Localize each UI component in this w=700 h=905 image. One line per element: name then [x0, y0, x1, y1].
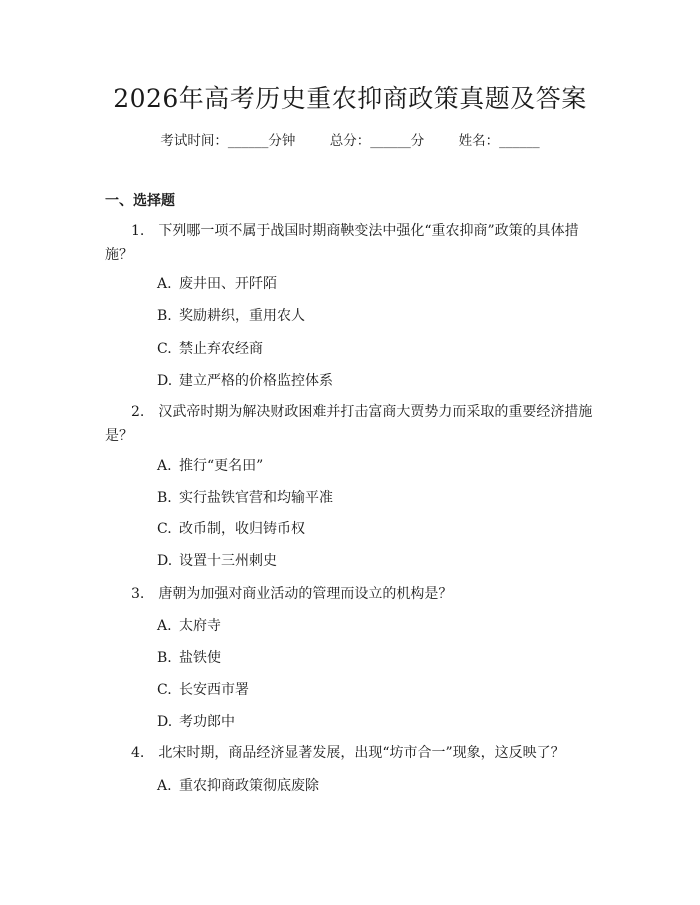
option-text: 建立严格的价格监控体系 — [179, 373, 333, 389]
option-letter: D. — [157, 373, 173, 389]
option-letter: D. — [157, 714, 173, 730]
question-text: 唐朝为加强对商业活动的管理而设立的机构是？ — [158, 586, 453, 602]
section-title: 一、选择题 — [105, 193, 175, 209]
question-4 — [105, 741, 595, 765]
option-1b — [157, 306, 305, 326]
time-field: 考试时间：______分钟 — [160, 133, 296, 149]
option-text: 推行“更名田” — [179, 458, 264, 474]
option-2a — [157, 456, 263, 476]
question-text: 北宋时期，商品经济显著发展，出现“坊市合一”现象，这反映了？ — [158, 745, 565, 761]
option-text: 盐铁使 — [179, 650, 221, 666]
question-3 — [105, 582, 595, 606]
question-text: 汉武帝时期为解决财政困难并打击富商大贾势力而采取的重要经济措施是？ — [105, 404, 593, 444]
question-1 — [105, 219, 595, 267]
option-letter: D. — [157, 553, 173, 569]
option-text: 废井田、开阡陌 — [179, 276, 277, 292]
option-text: 太府寺 — [179, 618, 221, 634]
option-text: 奖励耕织，重用农人 — [179, 308, 305, 324]
exam-meta — [0, 131, 700, 151]
page-title: 2026年高考历史重农抑商政策真题及答案 — [113, 84, 587, 113]
option-2d — [157, 551, 277, 571]
option-1d — [157, 371, 333, 391]
option-letter: A. — [157, 276, 172, 292]
option-text: 改币制，收归铸币权 — [179, 521, 305, 537]
question-number: 2. — [131, 404, 145, 420]
score-field: 总分：______分 — [329, 133, 425, 149]
option-text: 长安西市署 — [179, 682, 249, 698]
option-3a — [157, 616, 221, 636]
option-letter: A. — [157, 618, 172, 634]
option-letter: A. — [157, 458, 172, 474]
option-letter: C. — [157, 521, 172, 537]
question-number: 4. — [131, 745, 145, 761]
question-2 — [105, 400, 595, 448]
option-1a — [157, 274, 277, 294]
option-text: 考功郎中 — [179, 714, 235, 730]
question-number: 3. — [131, 586, 145, 602]
question-text: 下列哪一项不属于战国时期商鞅变法中强化“重农抑商”政策的具体措施？ — [105, 223, 579, 263]
option-3d — [157, 712, 235, 732]
option-letter: B. — [157, 308, 172, 324]
option-3c — [157, 680, 249, 700]
option-4a — [157, 776, 319, 796]
option-letter: B. — [157, 490, 172, 506]
option-text: 重农抑商政策彻底废除 — [179, 778, 319, 794]
option-text: 禁止弃农经商 — [179, 341, 263, 357]
option-letter: C. — [157, 341, 172, 357]
name-field: 姓名：______ — [458, 133, 540, 149]
question-number: 1. — [131, 223, 145, 239]
option-2c — [157, 519, 305, 539]
option-letter: B. — [157, 650, 172, 666]
option-3b — [157, 648, 221, 668]
option-letter: A. — [157, 778, 172, 794]
option-text: 实行盐铁官营和均输平准 — [179, 490, 333, 506]
option-1c — [157, 339, 263, 359]
option-2b — [157, 488, 333, 508]
option-letter: C. — [157, 682, 172, 698]
option-text: 设置十三州刺史 — [179, 553, 277, 569]
